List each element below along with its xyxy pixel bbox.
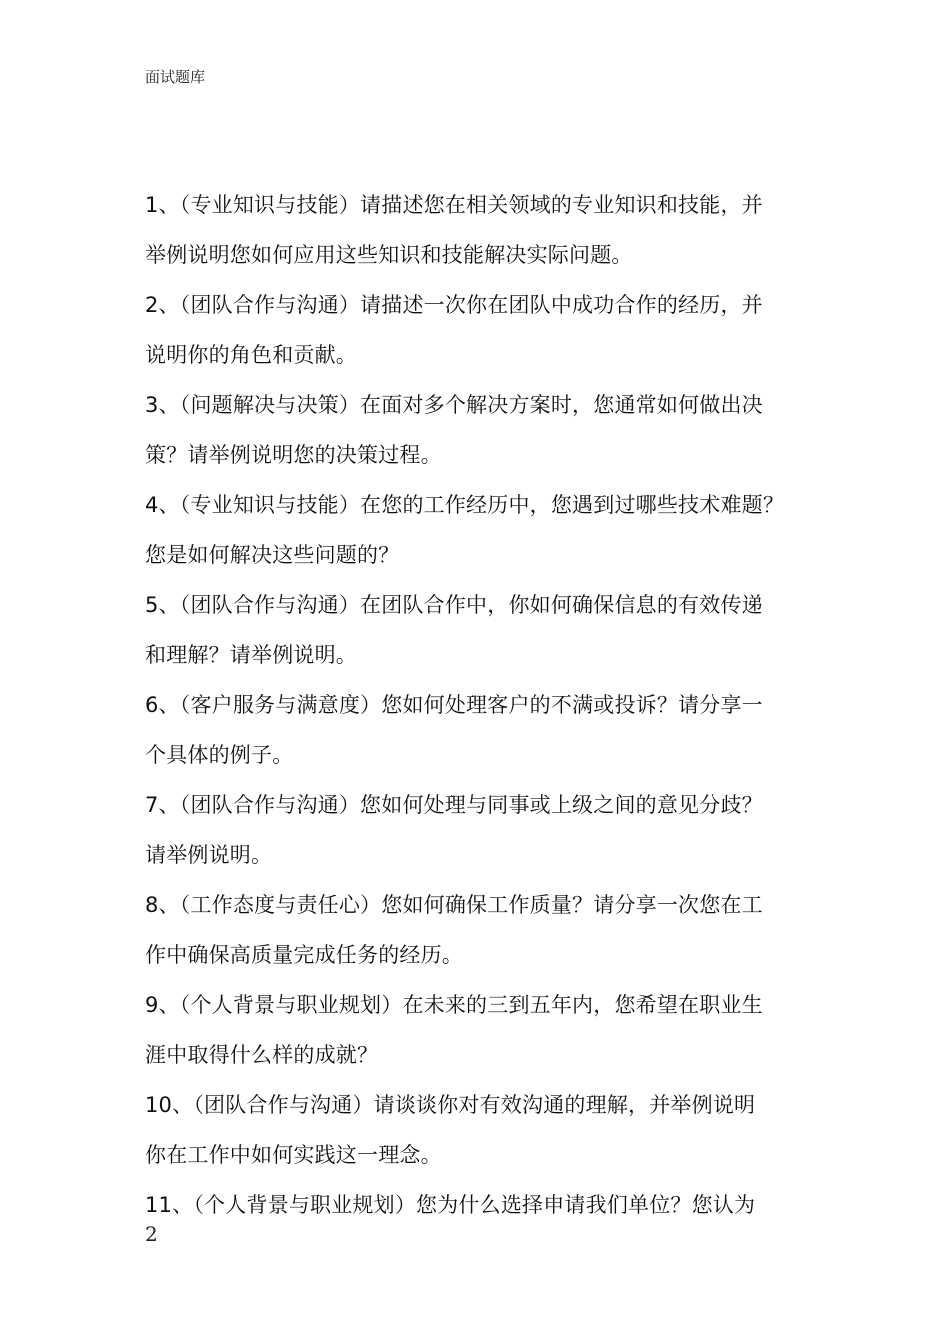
question-line: 1、（专业知识与技能）请描述您在相关领域的专业知识和技能，并: [145, 193, 763, 217]
question-line: 作中确保高质量完成任务的经历。: [145, 943, 463, 967]
question-line: 个具体的例子。: [145, 743, 294, 767]
question-line: 8、（工作态度与责任心）您如何确保工作质量？请分享一次您在工: [145, 893, 763, 917]
question-line: 5、（团队合作与沟通）在团队合作中，你如何确保信息的有效传递: [145, 593, 763, 617]
question-line: 4、（专业知识与技能）在您的工作经历中，您遇到过哪些技术难题？: [145, 493, 785, 517]
question-line: 说明你的角色和贡献。: [145, 343, 357, 367]
question-line: 3、（问题解决与决策）在面对多个解决方案时，您通常如何做出决: [145, 393, 763, 417]
question-line: 策？请举例说明您的决策过程。: [145, 443, 442, 467]
question-line: 7、（团队合作与沟通）您如何处理与同事或上级之间的意见分歧？: [145, 793, 763, 817]
question-line: 11、（个人背景与职业规划）您为什么选择申请我们单位？您认为: [145, 1193, 756, 1217]
question-line: 涯中取得什么样的成就？: [145, 1043, 379, 1067]
question-line: 你在工作中如何实践这一理念。: [145, 1143, 442, 1167]
question-line: 2、（团队合作与沟通）请描述一次你在团队中成功合作的经历，并: [145, 293, 763, 317]
page-header-title: 面试题库: [145, 68, 206, 86]
question-line: 您是如何解决这些问题的？: [145, 543, 400, 567]
question-line: 举例说明您如何应用这些知识和技能解决实际问题。: [145, 243, 633, 267]
question-line: 6、（客户服务与满意度）您如何处理客户的不满或投诉？请分享一: [145, 693, 763, 717]
question-line: 和理解？请举例说明。: [145, 643, 357, 667]
question-line: 请举例说明。: [145, 843, 273, 867]
question-line: 9、（个人背景与职业规划）在未来的三到五年内，您希望在职业生: [145, 993, 763, 1017]
page-number: 2: [145, 1222, 158, 1246]
question-line: 10、（团队合作与沟通）请谈谈你对有效沟通的理解，并举例说明: [145, 1093, 756, 1117]
question-list: [145, 180, 835, 1230]
